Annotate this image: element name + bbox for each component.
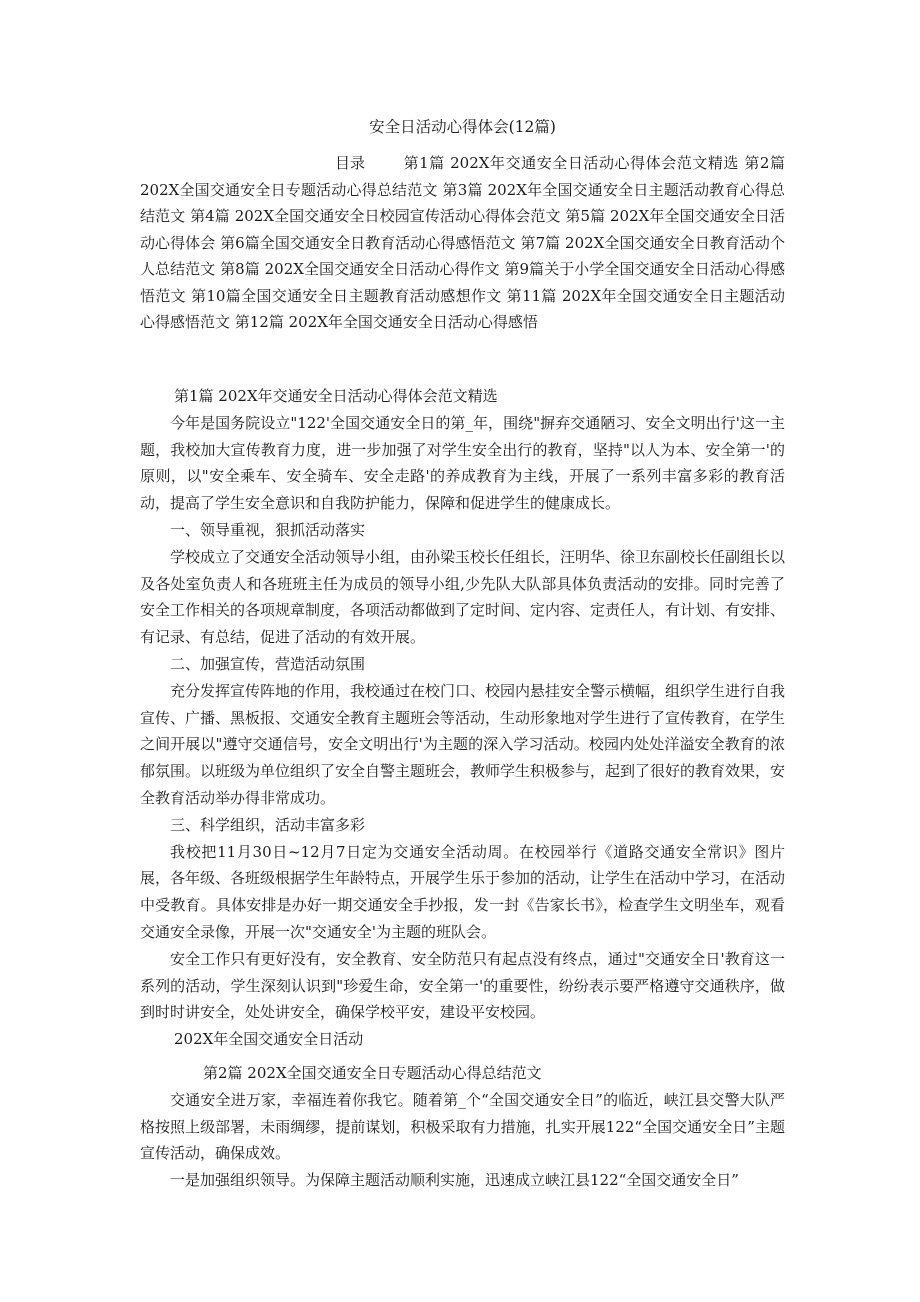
article-2-paragraph: 一是加强组织领导。为保障主题活动顺利实施，迅速成立峡江县122“全国交通安全日” [170, 1171, 739, 1190]
article-1-section-heading: 三、科学组织，活动丰富多彩 [170, 815, 366, 834]
article-1 [140, 383, 785, 1053]
article-1-paragraph: 安全工作只有更好没有，安全教育、安全防范只有起点没有终点，通过"交通安全日'教育这一系列的活动，学生深刻认识到"珍爱生命，安全第一'的重要性，纷纷表示要严格遵守交通秩序，做到时时讲安全，处处讲安全，确保学校平安，建设平安校园。 [140, 949, 785, 1022]
article-1-section-heading: 一、领导重视，狠抓活动落实 [170, 520, 366, 539]
article-1-paragraph: 学校成立了交通安全活动领导小组，由孙梁玉校长任组长，汪明华、徐卫东副校长任副组长以及各处室负责人和各班班主任为成员的领导小组,少先队大队部具体负责活动的安排。同时完善了安全工作相关的各项规章制度，各项活动都做到了定时间、定内容、定责任人，有计划、有安排、有记录、有总结，促进了活动的有效开展。 [140, 547, 786, 647]
toc-label: 目录 [335, 154, 366, 172]
toc-entries: 第1篇 202X年交通安全日活动心得体会范文精选 第2篇 202X全国交通安全日专题活动心得总结范文 第3篇 202X年全国交通安全日主题活动教育心得总结范文 第4篇 202X全国交通安全日校园宣传活动心得体会范文 第5篇 202X年全国交通安全日活动心得体会 第6篇全国交通安全日教育活动心得感悟范文 第7篇 202X全国交通安全日教育活动个人总结范文 第8篇 202X全国交通安全日活动心得作文 第9篇关于小学全国交通安全日活动心得感悟范文 第10篇全国交通安全日主题教育活动感想作文 第11篇 202X年全国交通安全日主题活动心得感悟范文 第12篇 202X年全国交通安全日活动心得感悟 [140, 154, 785, 331]
article-2-paragraph: 交通安全进万家，幸福连着你我它。随着第_个“全国交通安全日”的临近，峡江县交警大队严格按照上级部署，未雨绸缪，提前谋划，积极采取有力措施，扎实开展122“全国交通安全日”主题宣传活动，确保成效。 [140, 1090, 785, 1163]
article-1-paragraph: 今年是国务院设立"122'全国交通安全日的第_年，围绕"摒弃交通陋习、安全文明出行'这一主题，我校加大宣传教育力度，进一步加强了对学生安全出行的教育，坚持"以人为本、安全第一'的原则，以"安全乘车、安全骑车、安全走路'的养成教育为主线，开展了一系列丰富多彩的教育活动，提高了学生安全意识和自我防护能力，保障和促进学生的健康成长。 [140, 413, 785, 513]
article-1-paragraph: 我校把11月30日~12月7日定为交通安全活动周。在校园举行《道路交通安全常识》图片展，各年级、各班级根据学生年龄特点，开展学生乐于参加的活动，让学生在活动中学习，在活动中受教育。具体安排是办好一期交通安全手抄报，发一封《告家长书》，检查学生文明坐车，观看交通安全录像，开展一次"交通安全'为主题的班队会。 [140, 842, 786, 941]
article-1-paragraph: 充分发挥宣传阵地的作用，我校通过在校门口、校园内悬挂安全警示横幅，组织学生进行自我宣传、广播、黑板报、交通安全教育主题班会等活动，生动形象地对学生进行了宣传教育，在学生之间开展以"遵守交通信号，安全文明出行'为主题的深入学习活动。校园内处处洋溢安全教育的浓郁氛围。以班级为单位组织了安全自警主题班会，教师学生积极参与，起到了很好的教育效果，安全教育活动举办得非常成功。 [140, 681, 786, 807]
article-1-heading: 第1篇 202X年交通安全日活动心得体会范文精选 [174, 387, 498, 405]
article-1-closing: 202X年全国交通安全日活动 [174, 1030, 364, 1049]
document-title: 安全日活动心得体会(12篇) [369, 118, 556, 136]
article-2-heading: 第2篇 202X全国交通安全日专题活动心得总结范文 [203, 1064, 542, 1082]
article-1-section-heading: 二、加强宣传，营造活动氛围 [170, 654, 366, 673]
article-2 [140, 1060, 785, 1194]
table-of-contents [140, 150, 785, 336]
